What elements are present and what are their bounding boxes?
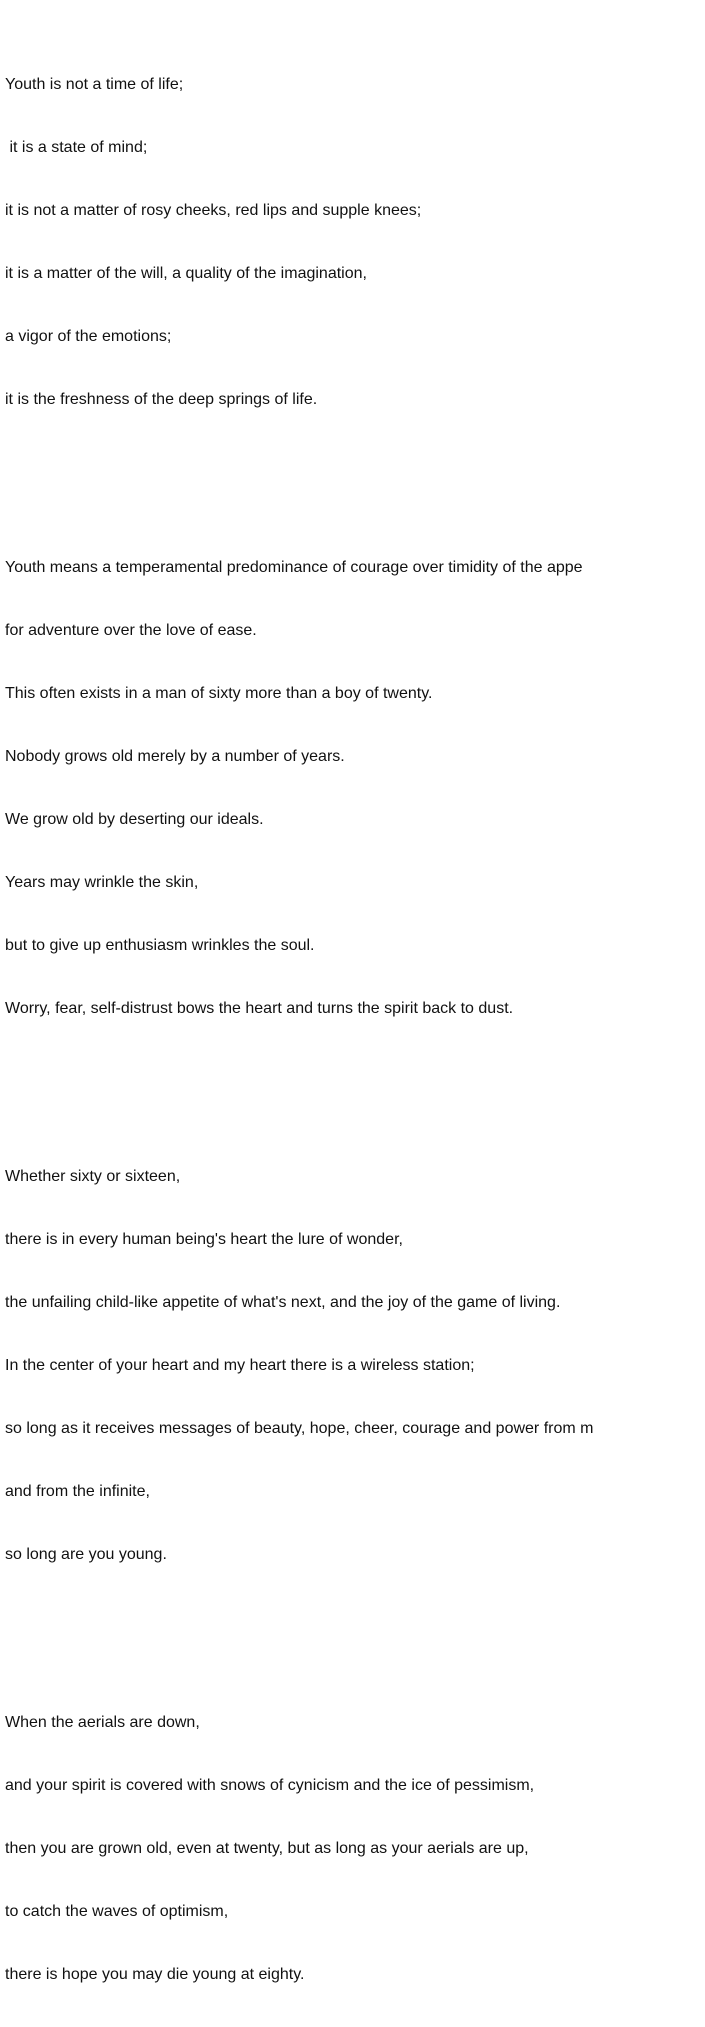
poem-line: it is a state of mind; (5, 139, 148, 156)
poem-line: Years may wrinkle the skin, (5, 874, 199, 891)
stanza-break (5, 1061, 705, 1082)
poem-line: Whether sixty or sixteen, (5, 1168, 181, 1185)
poem-line: This often exists in a man of sixty more than a boy of twenty. (5, 685, 433, 702)
poem-line: Youth is not a time of life; (5, 76, 184, 93)
poem-line: Nobody grows old merely by a number of years. (5, 748, 345, 765)
stanza-break (5, 1607, 705, 1628)
poem-line: Youth means a temperamental predominance of courage over timidity of the appe (5, 559, 583, 576)
poem-line: then you are grown old, even at twenty, but as long as your aerials are up, (5, 1840, 529, 1857)
poem-line: When the aerials are down, (5, 1714, 200, 1731)
poem-line: We grow old by deserting our ideals. (5, 811, 264, 828)
poem-line: but to give up enthusiasm wrinkles the soul. (5, 937, 315, 954)
poem-line: and your spirit is covered with snows of cynicism and the ice of pessimism, (5, 1777, 535, 1794)
poem-line: there is hope you may die young at eighty. (5, 1966, 305, 1983)
poem-line: In the center of your heart and my heart there is a wireless station; (5, 1357, 475, 1374)
poem-line: Worry, fear, self-distrust bows the heart and turns the spirit back to dust. (5, 1000, 514, 1017)
poem-line: a vigor of the emotions; (5, 328, 172, 345)
poem-line: so long as it receives messages of beauty, hope, cheer, courage and power from m (5, 1420, 594, 1437)
poem-line: so long are you young. (5, 1546, 167, 1563)
poem-line: it is not a matter of rosy cheeks, red lips and supple knees; (5, 202, 422, 219)
poem-line: and from the infinite, (5, 1483, 150, 1500)
poem-line: the unfailing child-like appetite of what's next, and the joy of the game of living. (5, 1294, 561, 1311)
poem-line: to catch the waves of optimism, (5, 1903, 229, 1920)
poem-line: for adventure over the love of ease. (5, 622, 257, 639)
poem-line: it is a matter of the will, a quality of the imagination, (5, 265, 367, 282)
poem-text (5, 11, 705, 2027)
stanza-break (5, 452, 705, 473)
poem-line: there is in every human being's heart the lure of wonder, (5, 1231, 403, 1248)
poem-line: it is the freshness of the deep springs of life. (5, 391, 318, 408)
